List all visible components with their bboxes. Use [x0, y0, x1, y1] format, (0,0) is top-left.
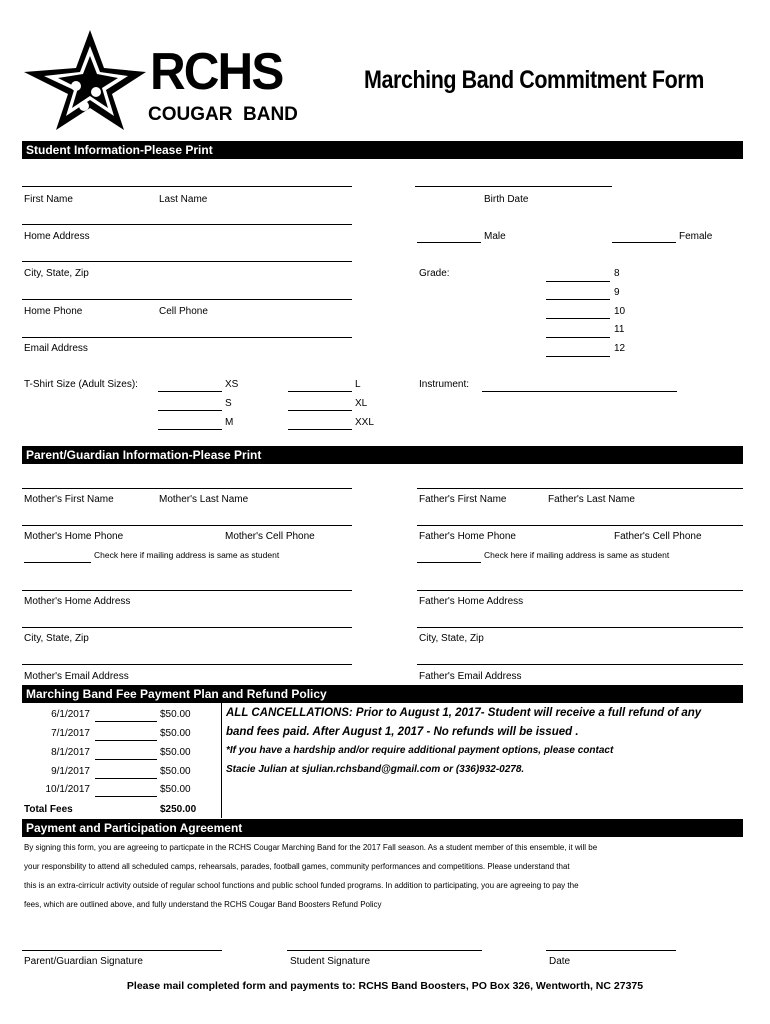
father-cell-phone-label: Father's Cell Phone	[614, 531, 702, 542]
logo-main-text: RCHS	[150, 43, 283, 101]
size-xxl-label: XXL	[355, 417, 374, 428]
mother-email-label: Mother's Email Address	[24, 671, 129, 682]
agreement-text-line-4: fees, which are outlined above, and fully understand the RCHS Cougar Band Boosters Refund Policy	[24, 900, 382, 909]
father-name-field[interactable]	[417, 488, 743, 489]
agreement-text-line-1: By signing this form, you are agreeing to particpate in the RCHS Cougar Marching Band for the 2017 Fall season. As a student member of this ensemble, it will be	[24, 843, 598, 852]
fee-paid-1[interactable]	[95, 721, 157, 722]
cell-phone-label: Cell Phone	[159, 306, 208, 317]
agreement-text-line-2: your responsbility to attend all scheduled camps, rehearsals, parades, football games, community performances and competitions. Please understand that	[24, 862, 570, 871]
size-m-label: M	[225, 417, 234, 428]
grade-9-checkbox[interactable]	[546, 299, 610, 300]
email-field[interactable]	[22, 337, 352, 338]
female-checkbox[interactable]	[612, 242, 676, 243]
birth-date-field[interactable]	[415, 186, 612, 187]
grade-10-checkbox[interactable]	[546, 318, 610, 319]
total-fees-label: Total Fees	[24, 804, 73, 815]
grade-8-label: 8	[614, 268, 620, 279]
grade-11-checkbox[interactable]	[546, 337, 610, 338]
mother-same-address-checkbox[interactable]	[24, 562, 91, 563]
refund-policy-line-1: ALL CANCELLATIONS: Prior to August 1, 2017- Student will receive a full refund of any	[226, 707, 702, 719]
date-label: Date	[549, 956, 571, 967]
father-city-label: City, State, Zip	[419, 633, 484, 644]
father-last-name-label: Father's Last Name	[548, 494, 635, 505]
grade-8-checkbox[interactable]	[546, 281, 610, 282]
mother-cell-phone-label: Mother's Cell Phone	[225, 531, 315, 542]
student-signature-field[interactable]	[287, 950, 482, 951]
hardship-contact: Stacie Julian at sjulian.rchsband@gmail.com or (336)932-0278.	[226, 764, 525, 775]
instrument-field[interactable]	[482, 391, 677, 392]
fee-amount-5: $50.00	[160, 784, 191, 795]
fee-paid-4[interactable]	[95, 778, 157, 779]
section-bar-agreement: Payment and Participation Agreement	[22, 819, 743, 837]
section-bar-parent: Parent/Guardian Information-Please Print	[22, 446, 743, 464]
father-email-field[interactable]	[417, 664, 743, 665]
size-l-label: L	[355, 379, 361, 390]
fee-paid-5[interactable]	[95, 796, 157, 797]
male-checkbox[interactable]	[417, 242, 481, 243]
fee-date-5: 10/1/2017	[45, 784, 90, 795]
mother-first-name-label: Mother's First Name	[24, 494, 114, 505]
mailing-instructions: Please mail completed form and payments to: RCHS Band Boosters, PO Box 326, Wentworth, NC 27375	[126, 980, 644, 992]
size-xl-checkbox[interactable]	[288, 410, 352, 411]
tshirt-size-label: T-Shirt Size (Adult Sizes):	[24, 379, 138, 390]
home-address-field[interactable]	[22, 224, 352, 225]
first-name-field[interactable]	[22, 186, 352, 187]
size-s-label: S	[225, 398, 232, 409]
fees-divider	[221, 703, 222, 818]
grade-10-label: 10	[614, 306, 626, 317]
first-name-label: First Name	[24, 194, 73, 205]
size-xxl-checkbox[interactable]	[288, 429, 352, 430]
star-logo-icon	[20, 28, 150, 132]
total-fees-amount: $250.00	[160, 804, 197, 815]
female-label: Female	[679, 231, 713, 242]
mother-city-label: City, State, Zip	[24, 633, 89, 644]
city-state-zip-field[interactable]	[22, 261, 352, 262]
grade-12-label: 12	[614, 343, 626, 354]
city-state-zip-label: City, State, Zip	[24, 268, 89, 279]
fee-date-3: 8/1/2017	[51, 747, 90, 758]
father-address-field[interactable]	[417, 590, 743, 591]
male-label: Male	[484, 231, 506, 242]
mother-city-field[interactable]	[22, 627, 352, 628]
fee-date-1: 6/1/2017	[51, 709, 90, 720]
father-address-label: Father's Home Address	[419, 596, 524, 607]
grade-12-checkbox[interactable]	[546, 356, 610, 357]
email-label: Email Address	[24, 343, 88, 354]
birth-date-label: Birth Date	[484, 194, 529, 205]
fee-paid-2[interactable]	[95, 740, 157, 741]
home-phone-label: Home Phone	[24, 306, 83, 317]
fee-date-4: 9/1/2017	[51, 766, 90, 777]
parent-signature-label: Parent/Guardian Signature	[24, 956, 143, 967]
fee-amount-4: $50.00	[160, 766, 191, 777]
size-xl-label: XL	[355, 398, 368, 409]
father-phone-field[interactable]	[417, 525, 743, 526]
fee-date-2: 7/1/2017	[51, 728, 90, 739]
mother-address-label: Mother's Home Address	[24, 596, 131, 607]
size-m-checkbox[interactable]	[158, 429, 222, 430]
instrument-label: Instrument:	[419, 379, 470, 390]
student-signature-label: Student Signature	[290, 956, 371, 967]
father-same-address-checkbox[interactable]	[417, 562, 481, 563]
section-bar-student: Student Information-Please Print	[22, 141, 743, 159]
size-xs-label: XS	[225, 379, 239, 390]
home-phone-field[interactable]	[22, 299, 352, 300]
last-name-label: Last Name	[159, 194, 208, 205]
parent-signature-field[interactable]	[22, 950, 222, 951]
fee-paid-3[interactable]	[95, 759, 157, 760]
logo	[20, 28, 300, 132]
mother-same-address-label: Check here if mailing address is same as student	[94, 550, 280, 560]
page-title: Marching Band Commitment Form	[364, 66, 704, 94]
mother-home-phone-label: Mother's Home Phone	[24, 531, 124, 542]
logo-sub-text: COUGAR BAND	[148, 104, 298, 125]
date-field[interactable]	[546, 950, 676, 951]
fee-amount-3: $50.00	[160, 747, 191, 758]
agreement-text-line-3: this is an extra-cirriculr activity outside of regular school functions and public school funded programs. In addition to participating, you are agreeing to pay the	[24, 881, 579, 890]
fee-amount-2: $50.00	[160, 728, 191, 739]
section-bar-fees: Marching Band Fee Payment Plan and Refund Policy	[22, 685, 743, 703]
father-same-address-label: Check here if mailing address is same as student	[484, 550, 670, 560]
grade-label: Grade:	[419, 268, 450, 279]
mother-phone-field[interactable]	[22, 525, 352, 526]
size-s-checkbox[interactable]	[158, 410, 222, 411]
father-city-field[interactable]	[417, 627, 743, 628]
father-first-name-label: Father's First Name	[419, 494, 507, 505]
mother-address-field[interactable]	[22, 590, 352, 591]
fee-amount-1: $50.00	[160, 709, 191, 720]
hardship-note: *If you have a hardship and/or require additional payment options, please contact	[226, 745, 614, 756]
size-l-checkbox[interactable]	[288, 391, 352, 392]
mother-name-field[interactable]	[22, 488, 352, 489]
mother-last-name-label: Mother's Last Name	[159, 494, 249, 505]
grade-9-label: 9	[614, 287, 620, 298]
size-xs-checkbox[interactable]	[158, 391, 222, 392]
father-home-phone-label: Father's Home Phone	[419, 531, 516, 542]
father-email-label: Father's Email Address	[419, 671, 522, 682]
mother-email-field[interactable]	[22, 664, 352, 665]
refund-policy-line-2: band fees paid. After August 1, 2017 - No refunds will be issued .	[226, 726, 579, 738]
grade-11-label: 11	[614, 324, 625, 335]
home-address-label: Home Address	[24, 231, 90, 242]
